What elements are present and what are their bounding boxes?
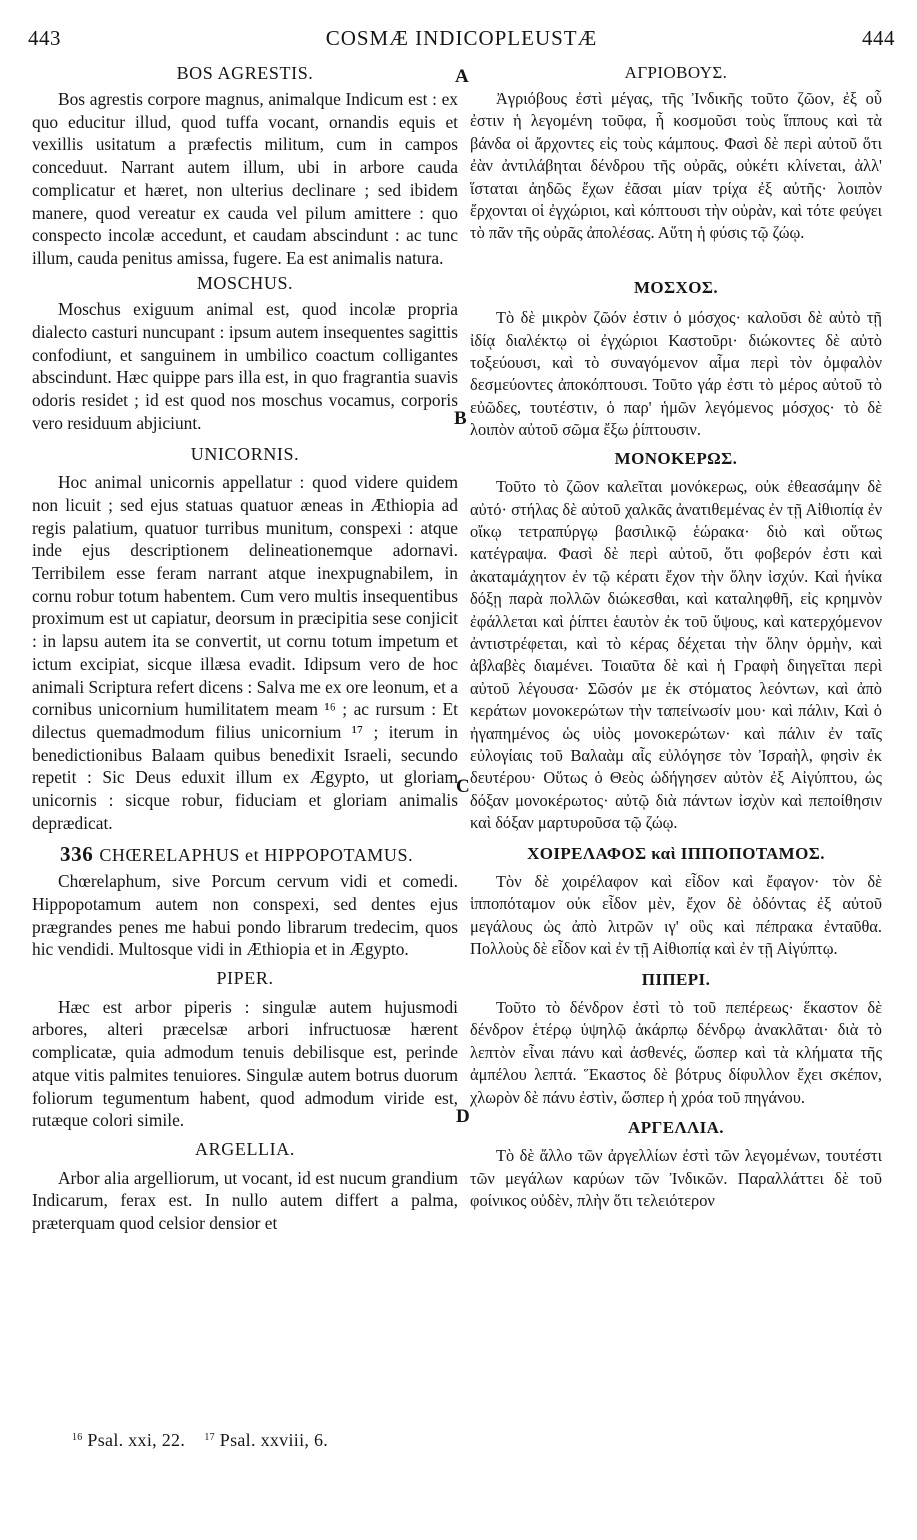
column-number: 336 bbox=[60, 841, 94, 866]
latin-paragraph-unicornis: Hoc animal unicornis appellatur : quod videre quidem non licuit ; sed ejus statuas quatuor æneas in Æthiopia ad regis palatium, quatuor turribus munitum, conspexi : atque inde ejus descriptionem delineationemque adornavi. Terribilem esse feram narrant atque inexpugnabilem, in cornu robur totum habentem. Cum vero multis insequentibus proximum est ut capiatur, deorsum in præcipitia sese conjicit : in lapsu autem ita se convertit, ut cornu totum impetum et ictum excipiat, sicque illæsa evadit. Idipsum vero de hoc animali Scriptura refert dicens : Salva me ex ore leonum, et a cornibus unicornium humilitatem meam ¹⁶ ; ac rursum : Et dilectus quemadmodum filius unicornium ¹⁷ ; iterum in benedictionibus Balaam quibus benedixit Israeli, secundo repetit : Sic Deus eduxit illum ex Ægypto, ut gloriam unicornis : sicque robur, fiduciam et gloriam animalis deprædicat. bbox=[32, 472, 458, 833]
greek-column bbox=[470, 62, 882, 1213]
latin-heading-choerelaphus bbox=[32, 843, 458, 867]
latin-paragraph-moschus: Moschus exiguum animal est, quod incolæ propria dialecto casturi nuncupant : ipsum autem insequentes sagittis confodiunt, et sanguinem in umbilico coactum colligantes abscindunt. Hæc quippe pars illa est, in quo fragrantia suavis odoris residet ; id est quod nos moschus vocamus, corporis vero residuum abjiciunt. bbox=[32, 299, 458, 433]
greek-paragraph-agriobous: Ἀγριόβους ἐστὶ μέγας, τῆς Ἰνδικῆς τοῦτο ζῶον, ἐξ οὗ ἐστιν ἡ λεγομένη τοῦφα, ἧ κοσμοῦσι τοὺς ἵππους καὶ τὰ βάνδα οἱ ἄρχοντες εἰς τοὺς κάμπους. Φασὶ δὲ περὶ αὐτοῦ ὅτι ἐὰν ἀντιλάβηται δένδρου τῆς οὐρᾶς, οὐκέτι κλίνεται, ἀλλ' ἵσταται ἀηδῶς ἔχων ἐᾶσαι μίαν τρίχα ἐξ αὐτῆς· λοιπὸν ἔρχονται οἱ ἐγχώριοι, καὶ κόπτουσι τὴν οὐρὰν, καὶ τότε φεύγει τὸ πᾶν τῆς οὐρᾶς ἀπολέσας. Αὕτη ἡ φύσις τῷ ζώῳ. bbox=[470, 89, 882, 243]
greek-heading-choirelaphos: ΧΟΙΡΕΛΑΦΟΣ καὶ ΙΠΠΟΠΟΤΑΜΟΣ. bbox=[527, 843, 825, 863]
margin-marker-c: C bbox=[456, 776, 470, 797]
latin-paragraph-choerelaphus: Chœrelaphum, sive Porcum cervum vidi et comedi. Hippopotamum autem non conspexi, sed dentes ejus prægrandes penes me habui pondo librarum tredecim, quos hic vendidi. Multosque vidi in Æthiopia et in Ægypto. bbox=[32, 871, 458, 960]
latin-paragraph-argellia: Arbor alia argelliorum, ut vocant, id est nucum grandium Indicarum, ferax est. In nullo autem differt a palma, præterquam quod celsior densior et bbox=[32, 1167, 458, 1234]
margin-marker-b: B bbox=[454, 408, 467, 429]
greek-paragraph-monokeros: Τοῦτο τὸ ζῶον καλεῖται μονόκερως, οὐκ ἐθεασάμην δὲ αὐτό· στήλας δὲ αὐτοῦ χαλκᾶς ἀνατιθεμένας ἐν τῇ Αἰθιοπίᾳ ἐν οἴκῳ τετραπύργῳ βασιλικῷ ἑώρακα· διὸ καὶ οὕτως κατέγραψα. Φασὶ δὲ περὶ αὐτοῦ, ὅτι φοβερόν ἐστι καὶ ἀκαταμάχητον ἐν τῷ κέρατι ἔχον τὴν ὅλην ἰσχύν. Καὶ ἡνίκα δόξῃ παρὰ πολλῶν διώκεσθαι, καὶ καταληφθῆ, εἰς κρημνὸν ἐφάλλεται καὶ ῥίπτει ἑαυτὸν ἐκ τοῦ ὕψους, καὶ κατερχόμενον ἀντιστρέφεται, καὶ τὸ κέρας δέχεται τὴν ὅλην ὁρμὴν, καὶ ἀβλαβὲς διαμένει. Τοιαῦτα δὲ καὶ ἡ Γραφὴ διηγεῖται περὶ αὐτοῦ λέγουσα· Σῶσόν με ἐκ στόματος λεόντων, καὶ ἀπὸ κεράτων μονοκερώτων τὴν ταπείνωσίν μου· καὶ πάλιν, Καὶ ὁ ἠγαπημένος ὡς υἱὸς μονοκερώτων· καὶ πάλιν ἐν ταῖς εὐλογίαις τοῦ Βαλαὰμ αἷς εὐλόγησε τὸν Ἰσραὴλ, φησὶν ἐκ δευτέρου· Οὕτως ὁ Θεὸς ὡδήγησεν αὐτὸν ἐξ Αἰγύπτου, ὡς δόξαν μονοκέρωτος· αὐτῷ διὰ πάντων ἰσχὺν καὶ πεποίθησιν καὶ δόξαν μαρτυροῦσα τῷ ζώῳ. bbox=[470, 477, 882, 833]
margin-marker-d: D bbox=[456, 1106, 470, 1127]
greek-heading-agriobous: ΑΓΡΙΟΒΟΥΣ. bbox=[624, 63, 728, 82]
footnotes bbox=[72, 1430, 328, 1451]
latin-heading-moschus: MOSCHUS. bbox=[196, 272, 294, 293]
greek-heading-piperi: ΠΙΠΕΡΙ. bbox=[641, 969, 711, 989]
latin-heading-unicornis: UNICORNIS. bbox=[190, 443, 300, 464]
latin-heading-choerelaphus-text: CHŒRELAPHUS et HIPPOPOTAMUS. bbox=[99, 844, 414, 865]
latin-heading-argellia: ARGELLIA. bbox=[195, 1138, 295, 1159]
running-title: COSMÆ INDICOPLEUSTÆ bbox=[325, 26, 598, 50]
greek-heading-argellia: ΑΡΓΕΛΛΙΑ. bbox=[628, 1118, 724, 1138]
greek-heading-monokeros: ΜΟΝΟΚΕΡΩΣ. bbox=[614, 448, 738, 468]
latin-paragraph-bos-agrestis: Bos agrestis corpore magnus, animalque Indicum est : ex quo educitur illud, quod tuffa vocant, ornandis equis et vexillis usitatum a præfectis militum, cum in campos conceduut. Narrant autem illum, ubi in arbore cauda complicatur et hæret, non ulterius declinare ; sed ibidem manere, quod vereatur ex cauda vel pilum amittere : quo conspecto incolæ accedunt, et caudam abscindunt : ac tunc illum, cauda penitus amissa, fugere. Ea est animalis natura. bbox=[32, 89, 458, 268]
margin-marker-a: A bbox=[455, 66, 469, 87]
latin-column bbox=[32, 62, 458, 1235]
greek-paragraph-moschos: Τὸ δὲ μικρὸν ζῶόν ἐστιν ὁ μόσχος· καλοῦσι δὲ αὐτὸ τῇ ἰδίᾳ διαλέκτῳ οἱ ἐγχώριοι Καστοῦρι· διώκοντες δὲ αὐτὸ τοξεύουσι, καὶ τὸ συναγόμενον αἷμα περὶ τὸν ὀμφαλὸν δεσμεύοντες ἀποκόπτουσι. Τοῦτο γάρ ἐστι τὸ μέρος αὐτοῦ τὸ εὐῶδες, τουτέστιν, ὁ παρ' ἡμῶν λεγόμενος μόσχος· τὸ δὲ λοιπὸν αὐτοῦ σῶμα ἔξω ῥίπτουσιν. bbox=[470, 308, 882, 440]
latin-heading-piper: PIPER. bbox=[216, 968, 274, 989]
latin-heading-bos-agrestis: BOS AGRESTIS. bbox=[176, 63, 314, 83]
page-number-right: 444 bbox=[862, 26, 895, 50]
page-number-left: 443 bbox=[28, 26, 61, 50]
footnote-17-number: 17 bbox=[204, 1432, 215, 1443]
greek-paragraph-choirelaphos: Τὸν δὲ χοιρέλαφον καὶ εἶδον καὶ ἔφαγον· τὸν δὲ ἱπποπόταμον οὐκ εἶδον μὲν, ἔχον δὲ ὀδόντας ἐξ αὐτοῦ μεγάλους ὡς ἀπὸ λιτρῶν ιγ' οὓς καὶ πέπρακα ἐνταῦθα. Πολλοὺς δὲ εἶδον καὶ ἐν τῇ Αἰθιοπίᾳ καὶ ἐν τῇ Αἰγύπτῳ. bbox=[470, 872, 882, 959]
footnote-16-number: 16 bbox=[72, 1432, 83, 1443]
running-head bbox=[28, 26, 895, 56]
greek-paragraph-piperi: Τοῦτο τὸ δένδρον ἐστὶ τὸ τοῦ πεπέρεως· ἕκαστον δὲ δένδρον ἑτέρῳ ὑψηλῷ ἀκάρπῳ δένδρῳ ἀνακλᾶται· διὰ τὸ λεπτὸν εἶναι πάνυ καὶ ἀσθενές, ὥσπερ καὶ τὰ κλήματα τῆς ἀμπέλου λεπτά. Ἕκαστος δὲ βότρυς δίφυλλον ἔχει σκέπον, χλωρὸν δὲ πάνυ ἐστὶν, ὥσπερ ἡ χρόα τοῦ πηγάνου. bbox=[470, 998, 882, 1107]
latin-paragraph-piper: Hæc est arbor piperis : singulæ autem hujusmodi arbores, alteri præcelsæ arbori infructuosæ hærent complicatæ, quia admodum tenuis debilisque est, perinde atque vitis palmites tenuiores. Singulæ autem botrus duorum foliorum tegumentum habent, quod admodum viride est, rutæque colori simile. bbox=[32, 996, 458, 1131]
greek-heading-moschos: ΜΟΣΧΟΣ. bbox=[633, 277, 719, 297]
greek-paragraph-argellia: Τὸ δὲ ἄλλο τῶν ἀργελλίων ἐστὶ τῶν λεγομένων, τουτέστι τῶν μεγάλων καρύων τῶν Ἰνδικῶν. Παραλλάττει δὲ τοῦ φοίνικος οὐδὲν, πλὴν ὅτι τελειότερον bbox=[470, 1146, 882, 1211]
footnote-17: Psal. xxviii, 6. bbox=[219, 1430, 329, 1450]
footnote-16: Psal. xxi, 22. bbox=[87, 1430, 186, 1450]
